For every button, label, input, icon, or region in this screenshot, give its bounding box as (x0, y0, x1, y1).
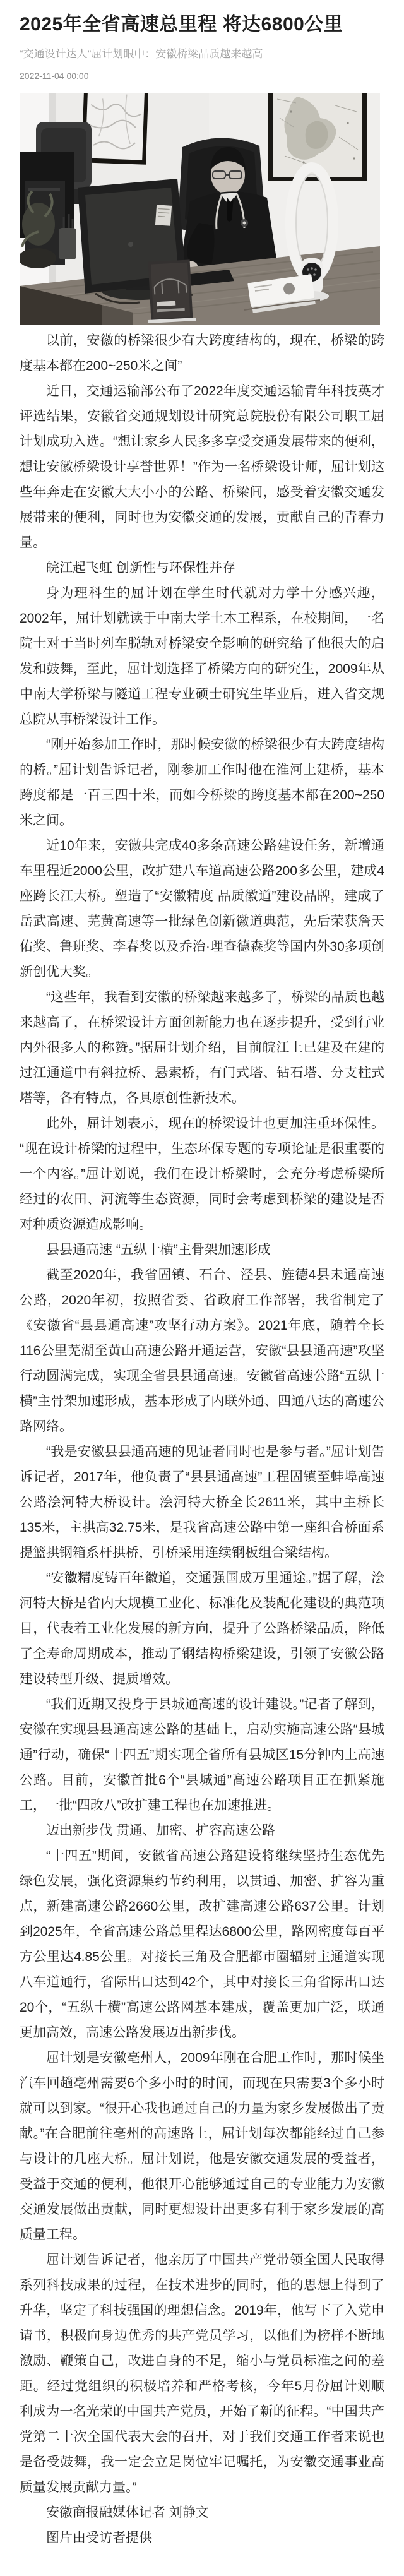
name-plate (145, 259, 196, 323)
article-title: 2025年全省高速总里程 将达6800公里 (20, 14, 343, 35)
article-paragraph: “十四五”期间，安徽省高速公路建设将继续坚持生态优先绿色发展，强化资源集约节约利用，以贯通、加密、扩容为重点，新建高速公路2660公里，改扩建高速公路637公里。计划到2025年，全省高速公路总里程达6800公里，路网密度每百平方公里达4.85公里。对接长三角及合肥都市圈辐射主通道实现八车道通行，省际出口达到42个，其中对接长三角省际出口达20个，“五纵十横”高速公路网基本建成，覆盖更加广泛，联通更加高效，高速公路发展迈出新步伐。 (20, 1849, 384, 2040)
article-paragraph: 截至2020年，我省固镇、石台、泾县、旌德4县未通高速公路，2020年初，按照省委、省政府工作部署，我省制定了《安徽省“县县通高速”攻坚行动方案》。2021年底，随着全长116公里芜湖至黄山高速公路开通运营，安徽“县县通高速”攻坚行动圆满完成，实现全省县县通高速。安徽省高速公路“五纵十横”主骨架加速形成，基本形成了内联外通、四通八达的高速公路网络。 (20, 1268, 384, 1434)
article-paragraph: 近10年来，安徽共完成40多条高速公路建设任务，新增通车里程近2000公里，改扩建八车道高速公路200多公里，建成4座跨长江大桥。塑造了“安徽精度 品质徽道”建设品牌，建成了岳武高速、芜黄高速等一批绿色创新徽道典范，先后荣获詹天佑奖、鲁班奖、李春奖以及乔治·理查德森奖等国内外30多项创新创优大奖。 (20, 838, 384, 979)
article-paragraph: 安徽商报融媒体记者 刘静文 (46, 2505, 209, 2520)
article-paragraph: “安徽精度铸百年徽道，交通强国成万里通途。”据了解，浍河特大桥是省内大规模工业化、标准化及装配化建设的典范项目，代表着工业化发展的新方向，提升了公路桥梁品质，降低了全寿命周期成本，推动了钢结构桥梁建设，引领了安徽公路建设转型升级、提质增效。 (20, 1571, 384, 1686)
article-photo (20, 93, 380, 325)
article-paragraph: 迈出新步伐 贯通、加密、扩容高速公路 (46, 1823, 275, 1838)
article-date: 2022-11-04 00:00 (20, 71, 89, 81)
article-paragraph: “我们近期又投身于县城通高速的设计建设。”记者了解到，安徽在实现县县通高速公路的基础上，启动实施高速公路“县城通”行动，确保“十四五”期实现全省所有县城区15分钟内上高速公路。目前，安徽首批6个“县城通”高速公路项目正在抓紧施工，一批“四改八”改扩建工程也在加速推进。 (20, 1697, 384, 1813)
article-paragraph: 近日，交通运输部公布了2022年度交通运输青年科技英才评选结果，安徽省交通规划设计研究总院股份有限公司职工屈计划成功入选。“想让家乡人民多多享受交通发展带来的便利，想让安徽桥梁设计享誉世界！”作为一名桥梁设计师，屈计划这些年奔走在安徽大大小小的公路、桥梁间，感受着安徽交通发展带来的便利，同时也为安徽交通的发展，贡献自己的青春力量。 (20, 384, 384, 550)
article-paragraph: 县县通高速 “五纵十横”主骨架加速形成 (46, 1243, 271, 1257)
office-photo-illustration (20, 93, 380, 325)
article-paragraph: 皖江起飞虹 创新性与环保性并存 (46, 561, 235, 575)
article-paragraph: “这些年，我看到安徽的桥梁越来越多了，桥梁的品质也越来越高了，在桥梁设计方面创新能力也在逐步提升，受到行业内外很多人的称赞。”据屈计划介绍，目前皖江上已建及在建的过江通道中有斜拉桥、悬索桥，有门式塔、钻石塔、分支柱式塔等，各有特点，各具原创性新技术。 (20, 990, 384, 1106)
article-paragraph: 屈计划是安徽亳州人，2009年刚在合肥工作时，那时候坐汽车回趟亳州需要6个多小时的时间，而现在只需要3个多小时就可以到家。“很开心我也通过自己的力量为家乡发展做出了贡献。”在合肥前往亳州的高速路上，屈计划每次都能经过自己参与设计的几座大桥。屈计划说，他是安徽交通发展的受益者，受益于交通的便利，他很开心能够通过自己的专业能力为安徽交通发展做出贡献，同时更想设计出更多有利于家乡发展的高质量工程。 (20, 2051, 384, 2242)
article-body (20, 328, 384, 2551)
article-paragraph: 屈计划告诉记者，他亲历了中国共产党带领全国人民取得系列科技成果的过程，在技术进步的同时，他的思想上得到了升华，坚定了科技强国的理想信念。2019年，他写下了入党申请书，积极向身边优秀的共产党员学习，以他们为榜样不断地激励、鞭策自己，改进自身的不足，缩小与党员标准之间的差距。经过党组织的积极培养和严格考核，今年5月份屈计划顺利成为一名光荣的中国共产党员，开始了新的征程。“中国共产党第二十次全国代表大会的召开，对于我们交通工作者来说也是备受鼓舞，我一定会立足岗位牢记嘱托，为安徽交通事业高质量发展贡献力量。” (20, 2253, 384, 2495)
article-paragraph: 以前，安徽的桥梁很少有大跨度结构的，现在，桥梁的跨度基本都在200~250米之间” (20, 333, 384, 373)
article-paragraph: “我是安徽县县通高速的见证者同时也是参与者。”屈计划告诉记者，2017年，他负责了“县县通高速”工程固镇至蚌埠高速公路浍河特大桥设计。浍河特大桥全长2611米，其中主桥长135米，主拱高32.75米，是我省高速公路中第一座组合桥面系提篮拱钢箱系杆拱桥，引桥采用连续钢板组合梁结构。 (20, 1445, 384, 1560)
article-paragraph: 身为理科生的屈计划在学生时代就对力学十分感兴趣，2002年，屈计划就读于中南大学土木工程系，在校期间，一名院士对于当时列车脱轨对桥梁安全影响的研究给了他很大的启发和鼓舞，至此，屈计划选择了桥梁方向的研究生，2009年从中南大学桥梁与隧道工程专业硕士研究生毕业后，进入省交规总院从事桥梁设计工作。 (20, 586, 384, 727)
article-subtitle: “交通设计达人”屈计划眼中：安徽桥梁品质越来越高 (20, 48, 263, 60)
article-paragraph: 此外，屈计划表示，现在的桥梁设计也更加注重环保性。“现在设计桥梁的过程中，生态环保专题的专项论证是很重要的一个内容。”屈计划说，我们在设计桥梁时，会充分考虑桥梁所经过的农田、河流等生态资源，同时会考虑到桥梁的建设是否对种质资源造成影响。 (20, 1116, 384, 1232)
article-paragraph: “刚开始参加工作时，那时候安徽的桥梁很少有大跨度结构的桥。”屈计划告诉记者，刚参加工作时他在淮河上建桥，基本跨度都是一百三四十米，而如今桥梁的跨度基本都在200~250米之间。 (20, 737, 384, 828)
article-paragraph: 图片由受访者提供 (46, 2531, 152, 2545)
